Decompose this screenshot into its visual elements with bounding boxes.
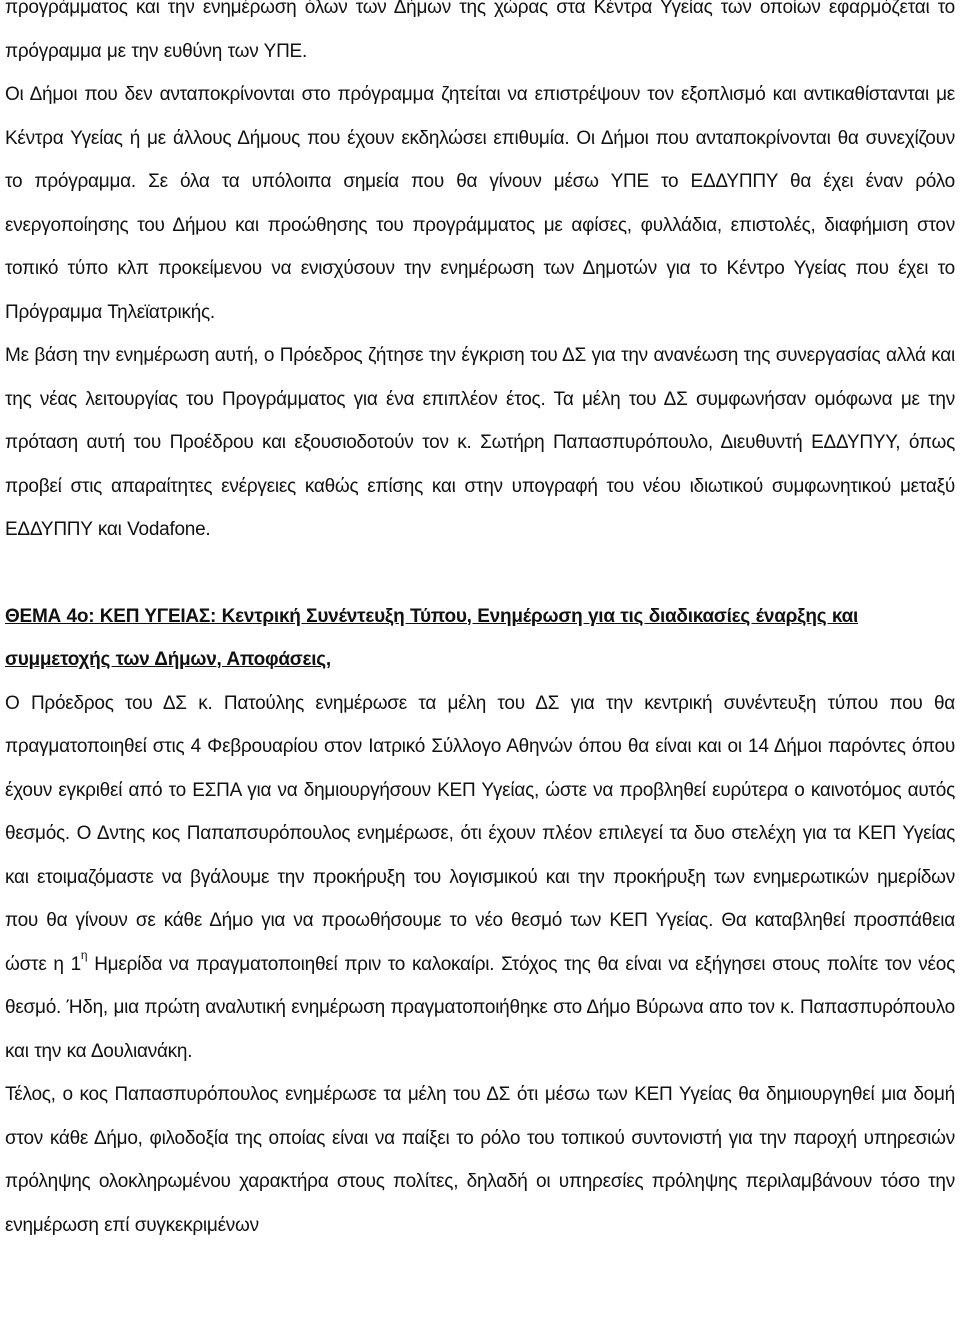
paragraph-kep-structure: Τέλος, ο κος Παπασπυρόπουλος ενημέρωσε τα μέλη του ΔΣ ότι μέσω των ΚΕΠ Υγείας θα δημιουργηθεί μια δομή στον κάθε Δήμο, φιλοδοξία της οποίας είναι να παίξει το ρόλο του τοπικού συντονιστή για την παροχή υπηρεσιών πρόληψης ολοκληρωμένου χαρακτήρα στους πολίτες, δηλαδή οι υπηρεσίες πρόληψης περιλαμβάνουν τόσο την ενημέρωση επί συγκεκριμένων	[5, 1084, 955, 1236]
paragraph-gap	[5, 552, 955, 595]
paragraph-board-approval: Με βάση την ενημέρωση αυτή, ο Πρόεδρος ζήτησε την έγκριση του ΔΣ για την ανανέωση της συνεργασίας αλλά και της νέας λειτουργίας του Προγράμματος για ένα επιπλέον έτος. Τα μέλη του ΔΣ συμφωνήσαν ομόφωνα με την πρόταση αυτή του Προέδρου και εξουσιοδοτούν τον κ. Σωτήρη Παπασπυρόπουλο, Διευθυντή ΕΔΔΥΠΥΥ, όπως προβεί στις απαραίτητες ενέργειες καθώς επίσης και στην υπογραφή του νέου ιδιωτικού συμφωνητικού μεταξύ ΕΔΔΥΠΠΥ και Vodafone.	[5, 345, 955, 540]
paragraph-text-part: Ο Πρόεδρος του ΔΣ κ. Πατούλης ενημέρωσε τα μέλη του ΔΣ για την κεντρική συνέντευξη τύπου που θα πραγματοποιηθεί στις 4 Φεβρουαρίου στον Ιατρικό Σύλλογο Αθηνών όπου θα είναι και οι 14 Δήμοι παρόντες όπου έχουν εγκριθεί από το ΕΣΠΑ για να δημιουργήσουν ΚΕΠ Υγείας, ώστε να προβληθεί ευρύτερα ο καινοτόμος αυτός θεσμός. Ο Δντης κος Παπαπσυρόπουλος ενημέρωσε, ότι έχουν πλέον επιλεγεί τα δυο στελέχη για τα ΚΕΠ Υγείας και ετοιμαζόμαστε να βγάλουμε την προκήρυξη του λογισμικού και την προκήρυξη των ενημερωτικών ημερίδων που θα γίνουν σε κάθε Δήμο για να προωθήσουμε το νέο θεσμό των ΚΕΠ Υγείας. Θα καταβληθεί προσπάθεια ώστε η 1	[5, 692, 955, 975]
superscript-ordinal: η	[80, 948, 88, 963]
paragraph-text-part: Ημερίδα να πραγματοποιηθεί πριν το καλοκαίρι. Στόχος της θα είναι να εξήγησει στους πολίτε τον νέος θεσμό. Ήδη, μια πρώτη αναλυτική ενημέρωση πραγματοποιήθηκε στο Δήμο Βύρωνα απο τον κ. Παπασπυρόπουλο και την κα Δουλιανάκη.	[5, 953, 956, 1062]
section-heading: ΘΕΜΑ 4ο: ΚΕΠ ΥΓΕΙΑΣ: Κεντρική Συνέντευξη Τύπου, Ενημέρωση για τις διαδικασίες έναρξης και συμμετοχής των Δήμων, Αποφάσεις,	[5, 605, 859, 670]
paragraph-program-update: προγράμματος και την ενημέρωση όλων των Δήμων της χώρας στα Κέντρα Υγείας των οποίων εφαρμόζεται το πρόγραμμα με την ευθύνη των ΥΠΕ.	[5, 0, 955, 62]
paragraph-municipalities: Οι Δήμοι που δεν ανταποκρίνονται στο πρόγραμμα ζητείται να επιστρέψουν τον εξοπλισμό και αντικαθίστανται με Κέντρα Υγείας ή με άλλους Δήμους που έχουν εκδηλώσει επιθυμία. Οι Δήμοι που ανταποκρίνονται θα συνεχίζουν το πρόγραμμα. Σε όλα τα υπόλοιπα σημεία που θα γίνουν μέσω ΥΠΕ το ΕΔΔΥΠΠΥ θα έχει έναν ρόλο ενεργοποίησης του Δήμου και προώθησης του προγράμματος με αφίσες, φυλλάδια, επιστολές, διαφήμιση στον τοπικό τύπο κλπ προκείμενου να ενισχύσουν την ενημέρωση των Δημοτών για το Κέντρο Υγείας που έχει το Πρόγραμμα Τηλεϊατρικής.	[5, 84, 955, 323]
document-page	[5, 0, 955, 1247]
paragraph-press-conference	[5, 682, 955, 1074]
